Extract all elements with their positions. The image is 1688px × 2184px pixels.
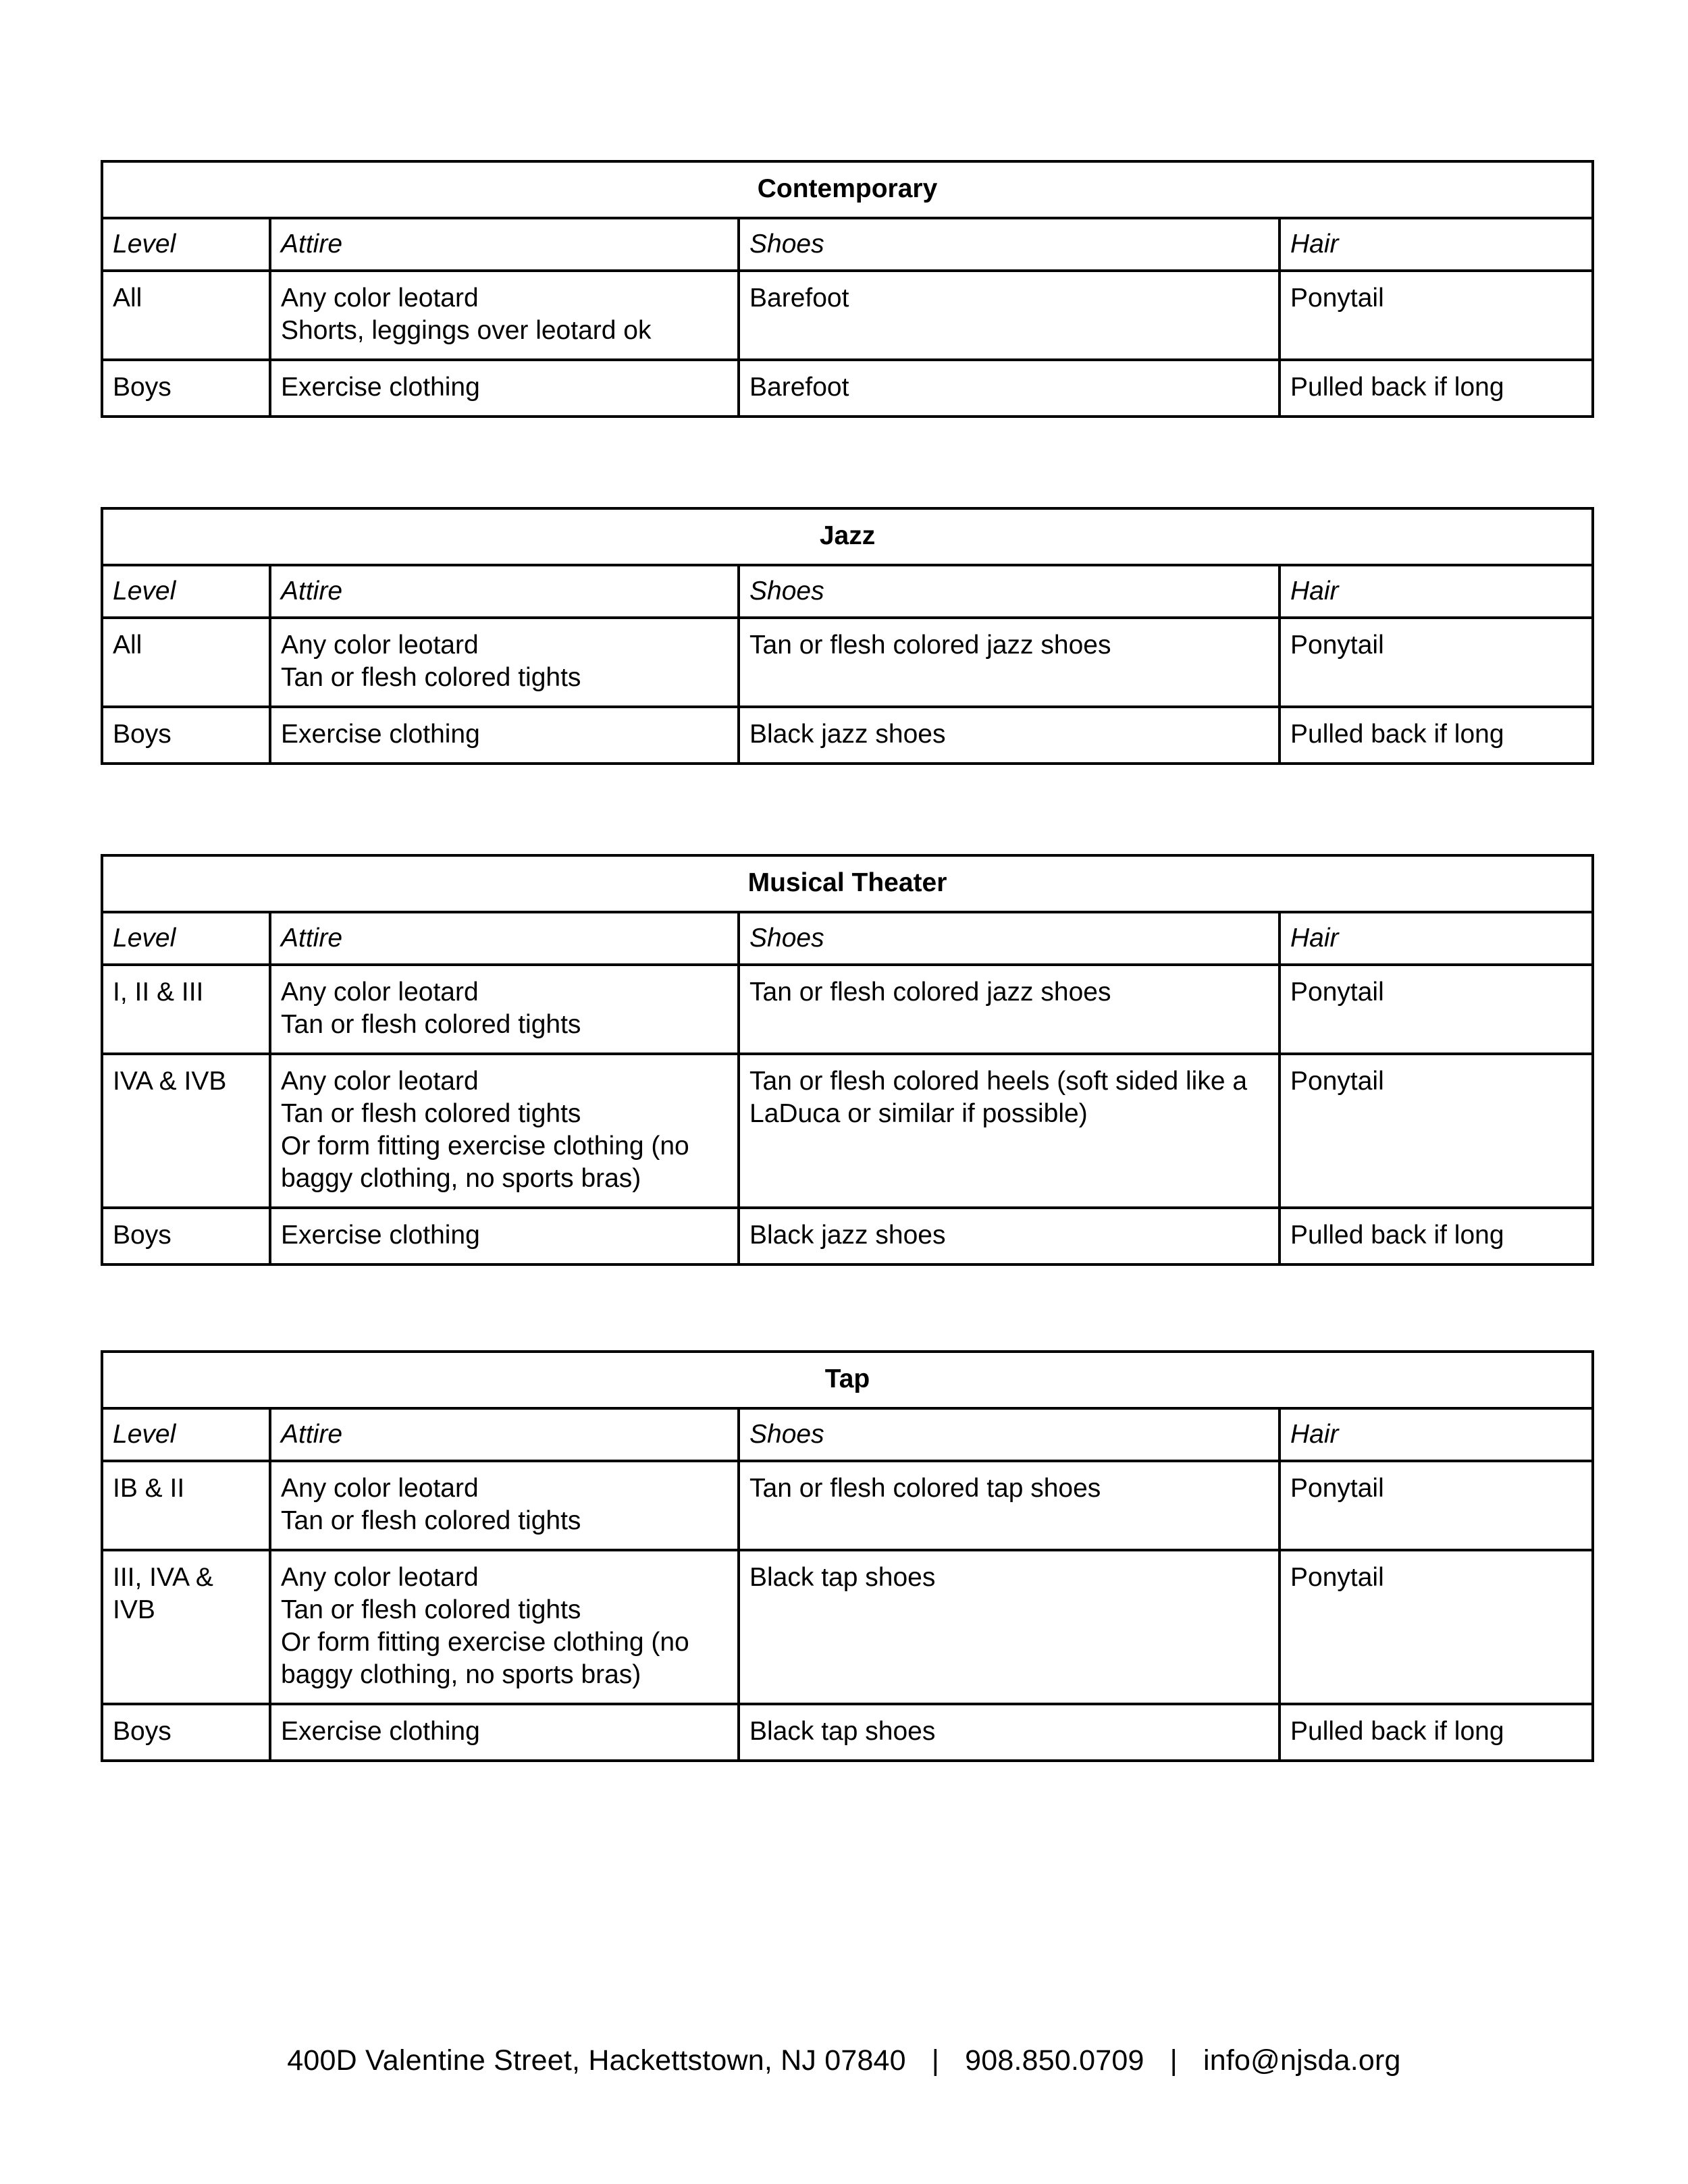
cell-level: I, II & III xyxy=(102,965,270,1054)
cell-shoes: Tan or flesh colored jazz shoes xyxy=(739,618,1280,707)
header-shoes: Shoes xyxy=(739,912,1280,965)
cell-shoes: Barefoot xyxy=(739,360,1280,417)
cell-hair: Ponytail xyxy=(1280,1461,1593,1550)
table-row xyxy=(102,1054,1593,1208)
cell-level: Boys xyxy=(102,1704,270,1761)
header-level: Level xyxy=(102,565,270,618)
cell-shoes: Tan or flesh colored heels (soft sided like a LaDuca or similar if possible) xyxy=(739,1054,1280,1208)
header-attire: Attire xyxy=(270,1408,739,1461)
header-attire: Attire xyxy=(270,565,739,618)
cell-level: Boys xyxy=(102,1208,270,1264)
cell-hair: Ponytail xyxy=(1280,271,1593,360)
footer-separator: | xyxy=(931,2044,940,2077)
cell-attire: Any color leotard Tan or flesh colored tights Or form fitting exercise clothing (no baggy clothing, no sports bras) xyxy=(270,1054,739,1208)
cell-shoes: Black jazz shoes xyxy=(739,707,1280,764)
header-attire: Attire xyxy=(270,218,739,271)
footer-phone: 908.850.0709 xyxy=(965,2044,1144,2077)
cell-shoes: Black tap shoes xyxy=(739,1550,1280,1704)
header-shoes: Shoes xyxy=(739,1408,1280,1461)
footer-separator: | xyxy=(1169,2044,1178,2077)
table-header-row xyxy=(102,912,1593,965)
table-header-row xyxy=(102,565,1593,618)
cell-attire: Any color leotard Tan or flesh colored tights xyxy=(270,618,739,707)
cell-level: IB & II xyxy=(102,1461,270,1550)
cell-attire: Any color leotard Tan or flesh colored tights xyxy=(270,965,739,1054)
table-row xyxy=(102,965,1593,1054)
table-row xyxy=(102,271,1593,360)
cell-hair: Ponytail xyxy=(1280,1054,1593,1208)
cell-attire: Any color leotard Tan or flesh colored tights xyxy=(270,1461,739,1550)
table-row xyxy=(102,618,1593,707)
table-row xyxy=(102,1704,1593,1761)
header-shoes: Shoes xyxy=(739,565,1280,618)
contemporary-dress-code-table xyxy=(101,160,1594,418)
header-attire: Attire xyxy=(270,912,739,965)
table-row xyxy=(102,1550,1593,1704)
cell-shoes: Barefoot xyxy=(739,271,1280,360)
cell-level: IVA & IVB xyxy=(102,1054,270,1208)
cell-hair: Pulled back if long xyxy=(1280,1208,1593,1264)
header-hair: Hair xyxy=(1280,912,1593,965)
table-row xyxy=(102,1208,1593,1264)
cell-level: III, IVA & IVB xyxy=(102,1550,270,1704)
cell-level: Boys xyxy=(102,360,270,417)
cell-hair: Pulled back if long xyxy=(1280,1704,1593,1761)
musical-theater-dress-code-table xyxy=(101,854,1594,1266)
cell-level: All xyxy=(102,618,270,707)
table-row xyxy=(102,707,1593,764)
table-row xyxy=(102,360,1593,417)
table-title: Jazz xyxy=(102,508,1593,565)
footer-address: 400D Valentine Street, Hackettstown, NJ 07840 xyxy=(287,2044,906,2077)
cell-attire: Exercise clothing xyxy=(270,1704,739,1761)
header-level: Level xyxy=(102,912,270,965)
cell-attire: Exercise clothing xyxy=(270,360,739,417)
header-hair: Hair xyxy=(1280,565,1593,618)
table-row xyxy=(102,1461,1593,1550)
tap-dress-code-table xyxy=(101,1350,1594,1762)
footer-email: info@njsda.org xyxy=(1203,2044,1401,2077)
header-level: Level xyxy=(102,1408,270,1461)
header-shoes: Shoes xyxy=(739,218,1280,271)
table-header-row xyxy=(102,218,1593,271)
cell-attire: Exercise clothing xyxy=(270,1208,739,1264)
table-title: Tap xyxy=(102,1352,1593,1408)
cell-shoes: Black jazz shoes xyxy=(739,1208,1280,1264)
cell-level: Boys xyxy=(102,707,270,764)
cell-hair: Pulled back if long xyxy=(1280,360,1593,417)
cell-shoes: Tan or flesh colored tap shoes xyxy=(739,1461,1280,1550)
cell-shoes: Black tap shoes xyxy=(739,1704,1280,1761)
table-title: Contemporary xyxy=(102,161,1593,218)
cell-attire: Any color leotard Tan or flesh colored tights Or form fitting exercise clothing (no baggy clothing, no sports bras) xyxy=(270,1550,739,1704)
jazz-dress-code-table xyxy=(101,507,1594,765)
cell-shoes: Tan or flesh colored jazz shoes xyxy=(739,965,1280,1054)
header-hair: Hair xyxy=(1280,218,1593,271)
cell-hair: Pulled back if long xyxy=(1280,707,1593,764)
cell-hair: Ponytail xyxy=(1280,1550,1593,1704)
page-footer xyxy=(0,2043,1688,2078)
cell-attire: Exercise clothing xyxy=(270,707,739,764)
table-title: Musical Theater xyxy=(102,855,1593,912)
cell-level: All xyxy=(102,271,270,360)
cell-hair: Ponytail xyxy=(1280,618,1593,707)
table-header-row xyxy=(102,1408,1593,1461)
cell-hair: Ponytail xyxy=(1280,965,1593,1054)
cell-attire: Any color leotard Shorts, leggings over leotard ok xyxy=(270,271,739,360)
header-level: Level xyxy=(102,218,270,271)
header-hair: Hair xyxy=(1280,1408,1593,1461)
